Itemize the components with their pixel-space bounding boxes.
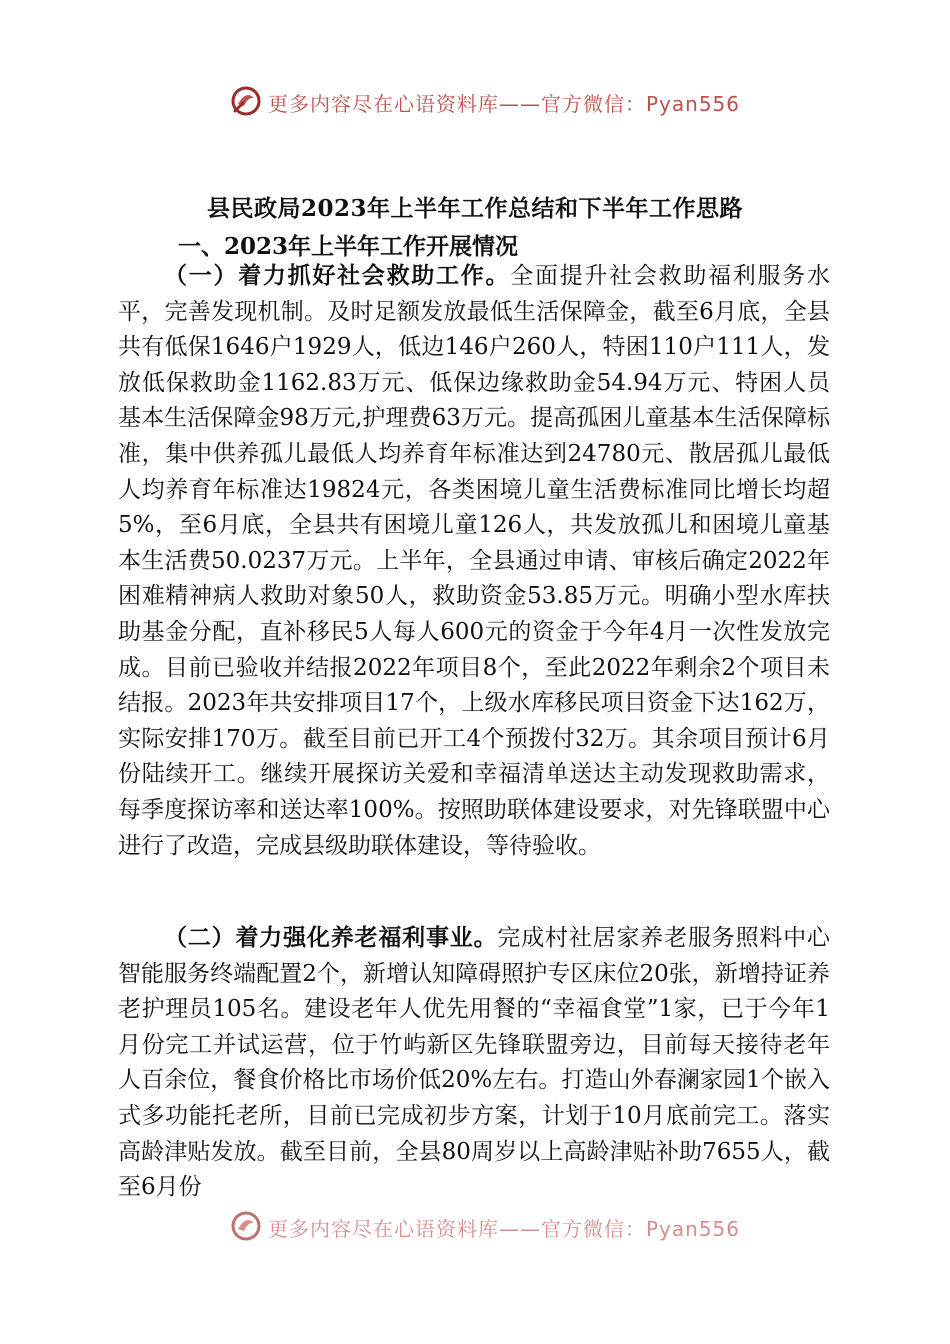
paragraph-lead: （一）着力抓好社会救助工作。 [164,262,511,289]
section-heading: 一、2023年上半年工作开展情况 [178,233,519,260]
logo-swirl-icon [229,1209,263,1243]
document-title: 县民政局2023年上半年工作总结和下半年工作思路 [206,195,743,222]
watermark-text: 更多内容尽在心语资料库——官方微信：Pyan556 [268,1217,741,1241]
footer-watermark [0,1205,950,1245]
header-watermark [0,80,950,120]
paragraph-social-assistance [118,258,830,864]
paragraph-lead: （二）着力强化养老福利事业。 [164,924,498,951]
paragraph-body: 全面提升社会救助福利服务水平，完善发现机制。及时足额发放最低生活保障金，截至6月底，全县共有低保1646户1929人，低边146户260人，特困110户111人，发放低保救助金1162.83万元、低保边缘救助金54.94万元、特困人员基本生活保障金98万元,护理费63万元。提高孤困儿童基本生活保障标准，集中供养孤儿最低人均养育年标准达到24780元、散居孤儿最低人均养育年标准达19824元，各类困境儿童生活费标准同比增长均超5%，至6月底，全县共有困境儿童126人，共发放孤儿和困境儿童基本生活费50.0237万元。上半年，全县通过申请、审核后确定2022年困难精神病人救助对象50人，救助资金53.85万元。明确小型水库扶助基金分配，直补移民5人每人600元的资金于今年4月一次性发放完成。目前已验收并结报2022年项目8个，至此2022年剩余2个项目未结报。2023年共安排项目17个，上级水库移民项目资金下达162万，实际安排170万。截至目前已开工4个预拨付32万。其余项目预计6月份陆续开工。继续开展探访关爱和幸福清单送达主动发现救助需求，每季度探访率和送达率100%。按照助联体建设要求，对先锋联盟中心进行了改造，完成县级助联体建设，等待验收。 [118,263,831,859]
logo-swirl-icon [229,84,263,118]
watermark-text: 更多内容尽在心语资料库——官方微信：Pyan556 [268,92,741,116]
paragraph-body: 完成村社居家养老服务照料中心智能服务终端配置2个，新增认知障碍照护专区床位20张，新增持证养老护理员105名。建设老年人优先用餐的“幸福食堂”1家，已于今年1月份完工并试运营，位于竹屿新区先锋联盟旁边，目前每天接待老年人百余位，餐食价格比市场价低20%左右。打造山外春澜家园1个嵌入式多功能托老所，目前已完成初步方案，计划于10月底前完工。落实高龄津贴发放。截至目前，全县80周岁以上高龄津贴补助7655人，截至6月份 [118,925,831,1201]
paragraph-elderly-welfare [118,920,830,1206]
